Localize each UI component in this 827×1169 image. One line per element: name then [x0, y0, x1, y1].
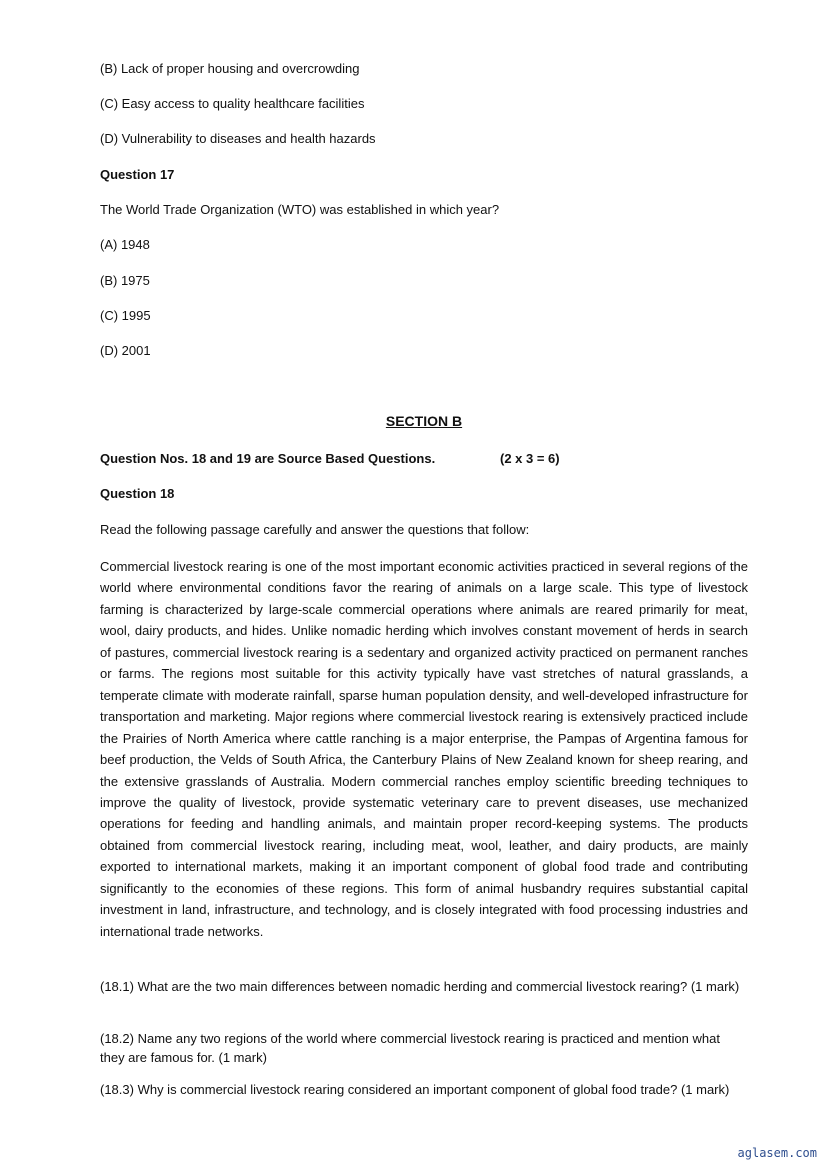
question-17-text: The World Trade Organization (WTO) was established in which year?: [100, 202, 500, 217]
option-b-prev: (B) Lack of proper housing and overcrowding: [100, 61, 360, 76]
section-marks: (2 x 3 = 6): [500, 451, 560, 466]
option-c-prev: (C) Easy access to quality healthcare facilities: [100, 96, 365, 111]
source-passage: Commercial livestock rearing is one of the most important economic activities practiced in several regions of the world where environmental conditions favor the rearing of animals on a large scale. This type of livestock farming is characterized by large-scale commercial operations where animals are reared primarily for meat, wool, dairy products, and hides. Unlike nomadic herding which involves constant movement of herds in search of pastures, commercial livestock rearing is a sedentary and organized activity practiced on permanent ranches or farms. The regions most suitable for this activity typically have vast stretches of natural grasslands, a temperate climate with moderate rainfall, sparse human population density, and well-developed infrastructure for transportation and marketing. Major regions where commercial livestock rearing is extensively practiced include the Prairies of North America where cattle ranching is a major enterprise, the Pampas of Argentina famous for beef production, the Velds of South Africa, the Canterbury Plains of New Zealand known for sheep rearing, and the extensive grasslands of Australia. Modern commercial ranches employ scientific breeding techniques to improve the quality of livestock, provide systematic veterinary care to prevent diseases, use mechanized operations for feeding and handling animals, and maintain proper record-keeping systems. The products obtained from commercial livestock rearing, including meat, wool, leather, and dairy products, are mainly exported to international markets, making it an important component of global food trade and contributing significantly to the economies of these regions. This form of animal husbandry requires substantial capital investment in land, infrastructure, and technology, and is closely integrated with food processing industries and international trade networks.: [100, 559, 748, 939]
subquestion-18-1: (18.1) What are the two main differences between nomadic herding and commercial livestock rearing? (1 mark): [100, 979, 740, 994]
section-instruction: Question Nos. 18 and 19 are Source Based Questions.: [100, 451, 436, 466]
question-17-option-d: (D) 2001: [100, 343, 151, 358]
question-17-heading: Question 17: [100, 167, 175, 182]
question-18-intro: Read the following passage carefully and answer the questions that follow:: [100, 522, 530, 537]
section-title: SECTION B: [385, 413, 463, 429]
section-instruction-row: [100, 451, 748, 467]
subquestion-18-3: (18.3) Why is commercial livestock rearing considered an important component of global food trade? (1 mark): [100, 1082, 730, 1097]
question-18-heading: Question 18: [100, 486, 175, 501]
footer-watermark: aglasem.com: [737, 1146, 817, 1160]
option-d-prev: (D) Vulnerability to diseases and health hazards: [100, 131, 376, 146]
question-17-option-c: (C) 1995: [100, 308, 151, 323]
subquestion-18-2: (18.2) Name any two regions of the world where commercial livestock rearing is practiced and mention what they are famous for. (1 mark): [100, 1031, 720, 1065]
question-17-option-a: (A) 1948: [100, 237, 150, 252]
question-17-option-b: (B) 1975: [100, 273, 150, 288]
